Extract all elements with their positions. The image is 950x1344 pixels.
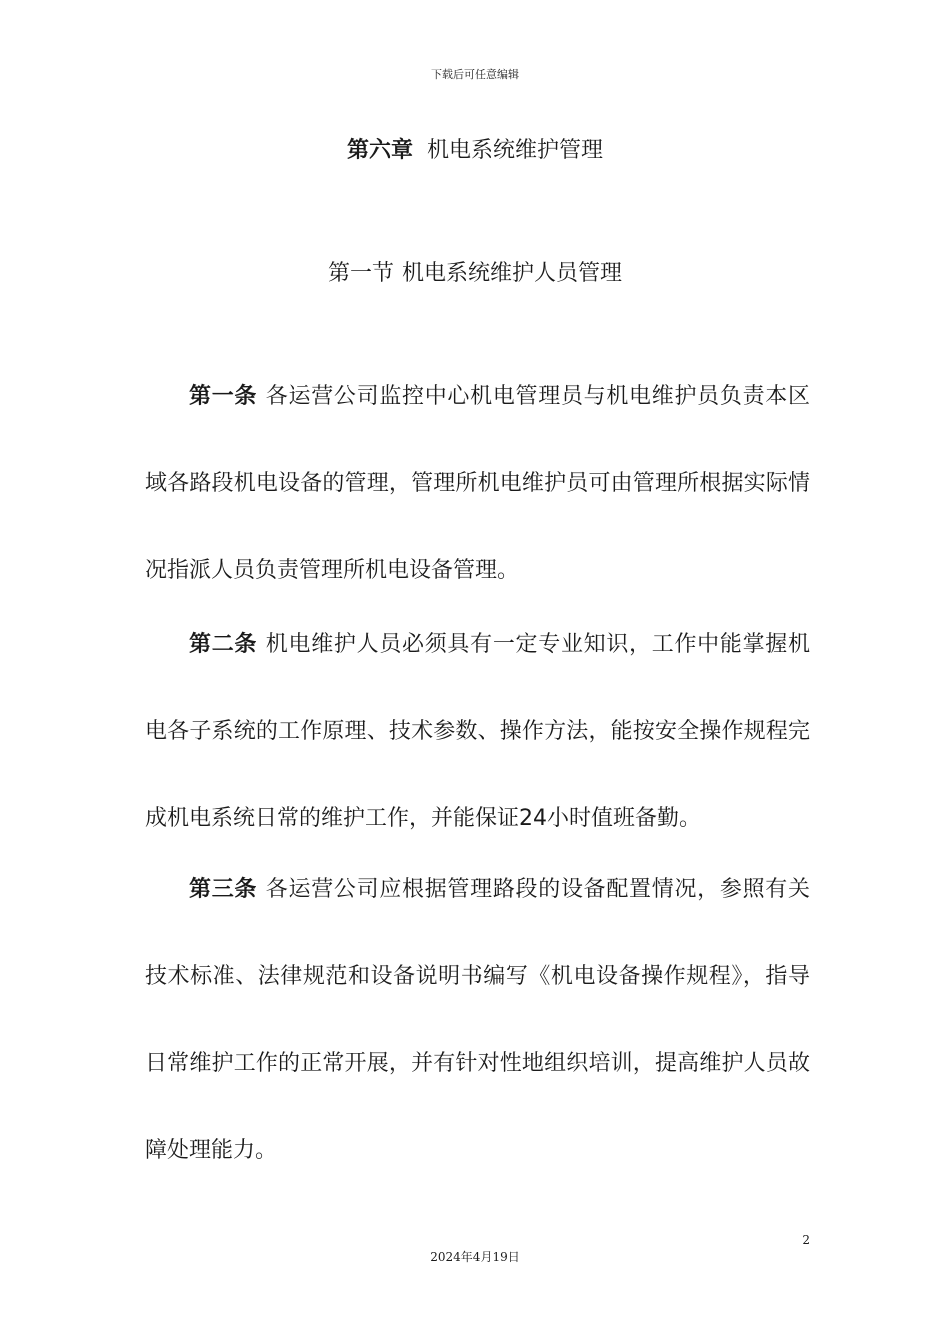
chapter-title	[0, 136, 950, 166]
section-number: 第一节	[327, 261, 394, 286]
article-label: 第一条	[189, 384, 258, 409]
chapter-name: 机电系统维护管理	[427, 138, 604, 163]
article-paragraph	[145, 601, 810, 862]
article-text: 各运营公司应根据管理路段的设备配置情况，参照有关技术标准、法律规范和设备说明书编写《机电设备操作规程》，指导日常维护工作的正常开展，并有针对性地组织培训，提高维护人员故障处理能力。	[145, 877, 810, 1163]
header-note: 下载后可任意编辑	[431, 68, 519, 81]
article-label: 第二条	[189, 632, 258, 657]
article-text: 机电维护人员必须具有一定专业知识，工作中能掌握机电各子系统的工作原理、技术参数、操作方法，能按安全操作规程完成机电系统日常的维护工作，并能保证24小时值班备勤。	[145, 632, 810, 831]
article-paragraph	[145, 353, 810, 614]
article-label: 第三条	[189, 877, 258, 902]
section-name: 机电系统维护人员管理	[402, 261, 623, 286]
article-paragraph	[145, 846, 810, 1194]
section-title	[0, 259, 950, 289]
article-text: 各运营公司监控中心机电管理员与机电维护员负责本区域各路段机电设备的管理，管理所机电维护员可由管理所根据实际情况指派人员负责管理所机电设备管理。	[145, 384, 810, 583]
chapter-number: 第六章	[346, 138, 413, 163]
page-number: 2	[802, 1233, 810, 1247]
footer-date: 2024年4月19日	[430, 1250, 520, 1264]
